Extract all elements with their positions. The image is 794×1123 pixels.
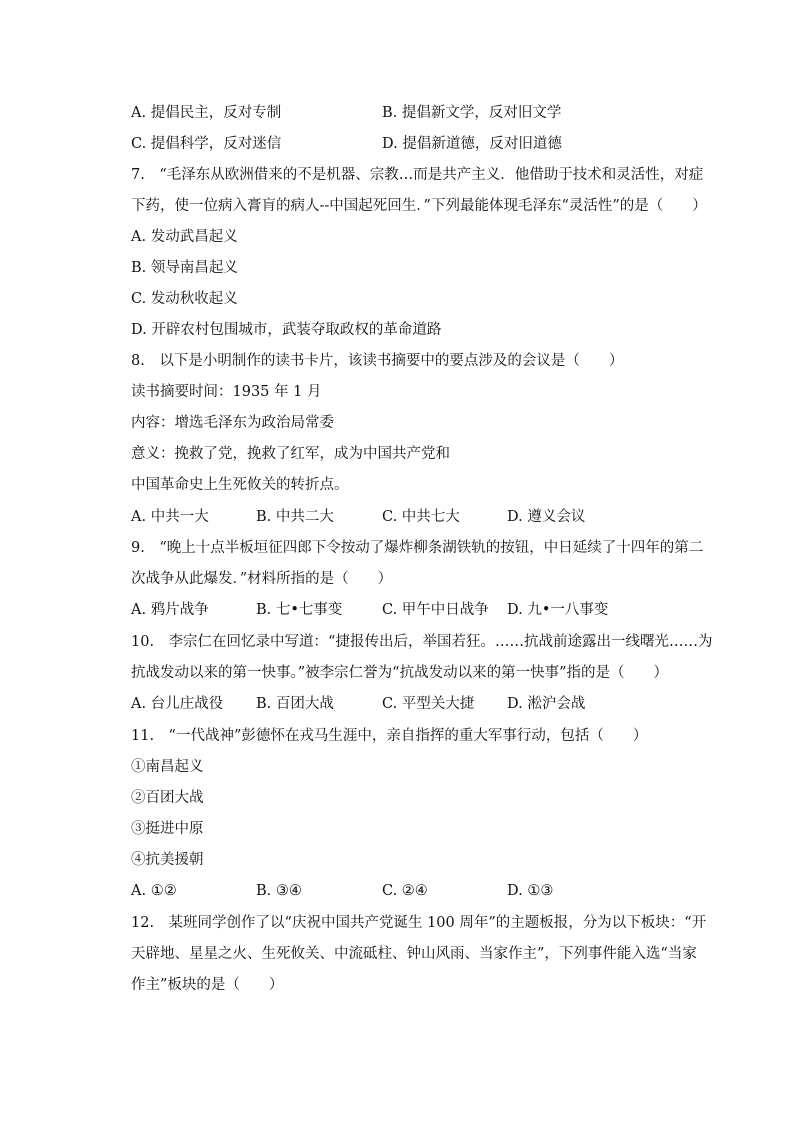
q9-option-a: A. 鸦片战争	[131, 602, 209, 618]
q9-option-d: D. 九•一八事变	[507, 602, 609, 618]
q8-card-line-2: 内容：增选毛泽东为政治局常委	[131, 415, 334, 431]
q9-option-b: B. 七•七事变	[256, 602, 343, 618]
q12-stem-line-2: 天辟地、星星之火、生死攸关、中流砥柱、钟山风雨、当家作主”，下列事件能入选“当家	[131, 946, 697, 962]
q11-option-b: B. ③④	[256, 883, 302, 899]
q10-stem-line-1: 10. 李宗仁在回忆录中写道：“捷报传出后，举国若狂。……抗战前途露出一线曙光……为	[131, 634, 713, 650]
q10-option-a: A. 台儿庄战役	[131, 696, 224, 712]
q6-option-c: C. 提倡科学，反对迷信	[131, 136, 282, 152]
q10-option-c: C. 平型关大捷	[382, 696, 475, 712]
q8-card-line-3: 意义：挽救了党，挽救了红军，成为中国共产党和	[131, 446, 450, 462]
q8-option-b: B. 中共二大	[256, 509, 334, 525]
q11-item-1: ①南昌起义	[131, 759, 204, 775]
q10-option-d: D. 淞沪会战	[507, 696, 586, 712]
q12-stem-line-3: 作主”板块的是（ ）	[131, 977, 284, 993]
q8-card-line-1: 读书摘要时间：1935 年 1 月	[131, 384, 322, 400]
q10-stem-line-2: 抗战发动以来的第一快事。”被李宗仁誉为“抗战发动以来的第一快事”指的是（ ）	[131, 665, 668, 681]
q8-stem: 8. 以下是小明制作的读书卡片，该读书摘要中的要点涉及的会议是（ ）	[131, 353, 624, 369]
q12-stem-line-1: 12. 某班同学创作了以“庆祝中国共产党诞生 100 周年”的主题板报，分为以下板块：“开	[131, 915, 707, 931]
q9-stem-line-1: 9. “晚上十点半板垣征四郎下令按动了爆炸柳条湖铁轨的按钮，中日延续了十四年的第二	[131, 540, 704, 556]
q11-option-c: C. ②④	[382, 883, 428, 899]
q11-item-3: ③挺进中原	[131, 821, 204, 837]
q11-item-2: ②百团大战	[131, 790, 204, 806]
q8-card-line-4: 中国革命史上生死攸关的转折点。	[131, 477, 349, 493]
q6-option-d: D. 提倡新道德，反对旧道德	[382, 136, 562, 152]
q7-option-a: A. 发动武昌起义	[131, 229, 238, 245]
q9-stem-line-2: 次战争从此爆发．”材料所指的是（ ）	[131, 571, 393, 587]
q7-stem-line-2: 下药，使一位病入膏肓的病人--中国起死回生．”下列最能体现毛泽东“灵活性”的是（ ）	[131, 198, 707, 214]
q6-option-b: B. 提倡新文学，反对旧文学	[382, 105, 562, 121]
q9-option-c: C. 甲午中日战争	[382, 602, 489, 618]
q11-option-a: A. ①②	[131, 883, 177, 899]
q6-option-a: A. 提倡民主，反对专制	[131, 105, 282, 121]
q11-item-4: ④抗美援朝	[131, 852, 204, 868]
q10-option-b: B. 百团大战	[256, 696, 334, 712]
q11-stem: 11. “一代战神”彭德怀在戎马生涯中，亲自指挥的重大军事行动，包括（ ）	[131, 728, 648, 744]
q11-option-d: D. ①③	[507, 883, 554, 899]
q7-option-d: D. 开辟农村包围城市，武装夺取政权的革命道路	[131, 322, 442, 338]
q7-option-b: B. 领导南昌起义	[131, 260, 238, 276]
q8-option-c: C. 中共七大	[382, 509, 460, 525]
q8-option-d: D. 遵义会议	[507, 509, 586, 525]
q8-option-a: A. 中共一大	[131, 509, 209, 525]
q7-stem-line-1: 7. “毛泽东从欧洲借来的不是机器、宗教…而是共产主义．他借助于技术和灵活性，对症	[131, 167, 704, 183]
q7-option-c: C. 发动秋收起义	[131, 291, 238, 307]
